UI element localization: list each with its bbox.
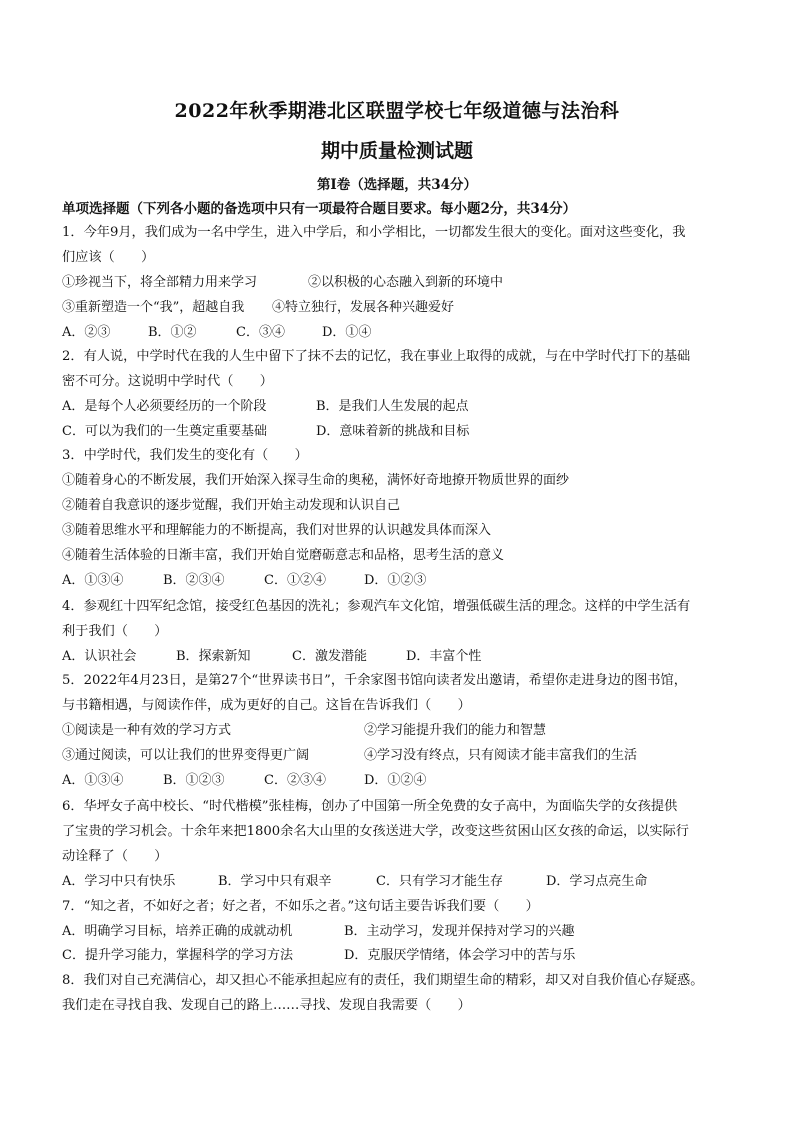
q2-option-c: C．可以为我们的一生奠定重要基础 — [62, 424, 267, 439]
q3-option-b: B．②③④ — [163, 573, 225, 588]
q7-option-b: B．主动学习，发现并保持对学习的兴趣 — [344, 924, 575, 939]
q3-statement-1: ①随着身心的不断发展，我们开始深入探寻生命的奥秘，满怀好奇地撩开物质世界的面纱 — [62, 473, 570, 488]
q6-stem-line2: 了宝贵的学习机会。十余年来把1800余名大山里的女孩送进大学，改变这些贫困山区女孩的命运，以实际行 — [62, 824, 689, 839]
q4-option-a: A．认识社会 — [62, 649, 137, 664]
q6-option-d: D．学习点亮生命 — [546, 874, 648, 889]
q1-stem-line2: 们应该（ ） — [62, 250, 155, 265]
q3-statement-2: ②随着自我意识的逐步觉醒，我们开始主动发现和认识自己 — [62, 498, 401, 513]
q5-stem-line2: 与书籍相遇，与阅读作伴，成为更好的自己。这旨在告诉我们（ ） — [62, 698, 471, 713]
q5-option-c: C．②③④ — [264, 773, 326, 788]
q6-option-c: C．只有学习才能生存 — [376, 874, 503, 889]
q4-option-b: B．探索新知 — [176, 649, 251, 664]
q1-stem-line1: 1．今年9月，我们成为一名中学生，进入中学后，和小学相比，一切都发生很大的变化。面对这些变化，我 — [62, 225, 686, 240]
q7-option-d: D．克服厌学情绪，体会学习中的苦与乐 — [344, 948, 576, 963]
exam-title: 2022年秋季期港北区联盟学校七年级道德与法治科 — [174, 100, 620, 122]
q3-option-c: C．①②④ — [264, 573, 326, 588]
q5-statement-4: ④学习没有终点，只有阅读才能丰富我们的生活 — [364, 748, 638, 763]
q4-option-c: C．激发潜能 — [292, 649, 367, 664]
q3-statement-4: ④随着生活体验的日渐丰富，我们开始自觉磨砺意志和品格，思考生活的意义 — [62, 548, 505, 563]
q3-stem: 3．中学时代，我们发生的变化有（ ） — [62, 448, 308, 463]
section-heading: 第Ⅰ卷（选择题，共34分） — [316, 177, 478, 193]
q7-stem: 7．“知之者，不如好之者；好之者，不如乐之者。”这句话主要告诉我们要（ ） — [62, 899, 539, 914]
q5-statement-3: ③通过阅读，可以让我们的世界变得更广阔 — [62, 748, 310, 763]
q2-option-d: D．意味着新的挑战和目标 — [316, 424, 470, 439]
q6-option-b: B．学习中只有艰辛 — [218, 874, 332, 889]
q5-stem-line1: 5．2022年4月23日，是第27个“世界读书日”，千余家图书馆向读者发出邀请，希望你走进身边的图书馆， — [62, 673, 687, 688]
q4-option-d: D．丰富个性 — [406, 649, 482, 664]
q1-statement-4: ④特立独行，发展各种兴趣爱好 — [272, 300, 455, 315]
q1-statement-1: ①珍视当下，将全部精力用来学习 — [62, 275, 258, 290]
q2-stem-line2: 密不可分。这说明中学时代（ ） — [62, 374, 273, 389]
q8-stem-line1: 8．我们对自己充满信心，却又担心不能承担起应有的责任，我们期望生命的精彩，却又对自我价值心存疑惑。 — [62, 973, 704, 988]
instruction-text: 单项选择题（下列各小题的备选项中只有一项最符合题目要求。每小题2分，共34分） — [62, 201, 577, 217]
q4-stem-line2: 利于我们（ ） — [62, 624, 168, 639]
q3-option-a: A．①③④ — [62, 573, 124, 588]
exam-subtitle: 期中质量检测试题 — [320, 140, 473, 162]
q8-stem-line2: 我们走在寻找自我、发现自己的路上……寻找、发现自我需要（ ） — [62, 998, 471, 1013]
q2-stem-line1: 2．有人说，中学时代在我的人生中留下了抹不去的记忆，我在事业上取得的成就，与在中学时代打下的基础 — [62, 349, 691, 364]
q3-statement-3: ③随着思维水平和理解能力的不断提高，我们对世界的认识越发具体而深入 — [62, 523, 492, 538]
q1-option-d: D．①④ — [322, 325, 372, 340]
q5-option-b: B．①②③ — [163, 773, 225, 788]
q1-option-a: A．②③ — [62, 325, 111, 340]
q5-option-a: A．①③④ — [62, 773, 124, 788]
q7-option-c: C．提升学习能力，掌握科学的学习方法 — [62, 948, 293, 963]
q1-statement-2: ②以积极的心态融入到新的环境中 — [308, 275, 504, 290]
q1-option-b: B．①② — [148, 325, 197, 340]
q2-option-b: B．是我们人生发展的起点 — [316, 399, 469, 414]
q5-statement-2: ②学习能提升我们的能力和智慧 — [364, 723, 547, 738]
q5-statement-1: ①阅读是一种有效的学习方式 — [62, 723, 232, 738]
q6-option-a: A．学习中只有快乐 — [62, 874, 176, 889]
q1-option-c: C．③④ — [236, 325, 285, 340]
q5-option-d: D．①②④ — [364, 773, 427, 788]
q6-stem-line3: 动诠释了（ ） — [62, 849, 168, 864]
q6-stem-line1: 6．华坪女子高中校长、“时代楷模”张桂梅，创办了中国第一所全免费的女子高中，为面临失学的女孩提供 — [62, 799, 678, 814]
q2-option-a: A．是每个人必须要经历的一个阶段 — [62, 399, 267, 414]
q1-statement-3: ③重新塑造一个“我”，超越自我 — [62, 300, 245, 315]
q7-option-a: A．明确学习目标，培养正确的成就动机 — [62, 924, 293, 939]
q3-option-d: D．①②③ — [364, 573, 427, 588]
q4-stem-line1: 4．参观红十四军纪念馆，接受红色基因的洗礼；参观汽车文化馆，增强低碳生活的理念。这样的中学生活有 — [62, 599, 691, 614]
